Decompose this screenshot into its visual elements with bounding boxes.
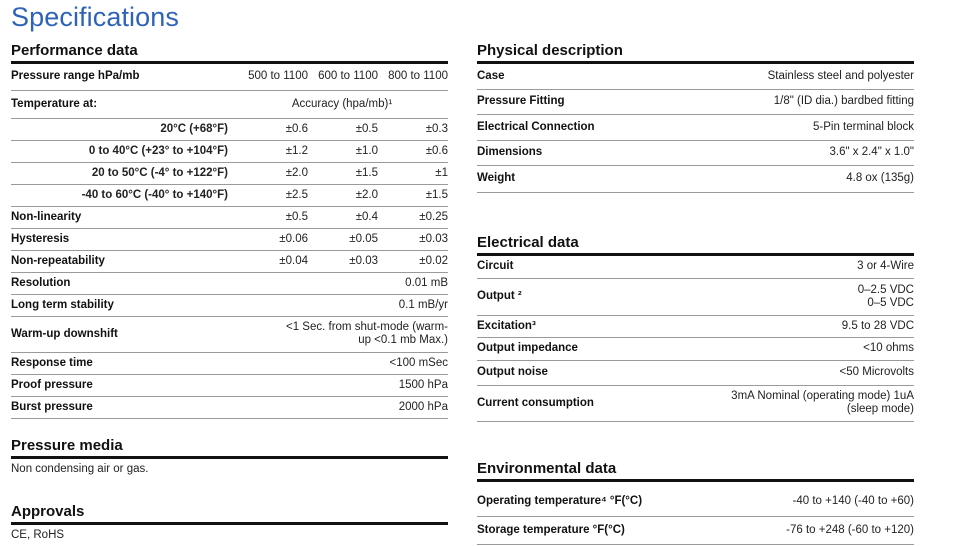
table-row [477, 165, 914, 192]
electrical-title: Electrical data [477, 234, 914, 256]
table-row [11, 316, 448, 352]
row-value-line-2: 0–5 VDC [867, 296, 914, 309]
table-row [11, 272, 448, 294]
cell: ±1.5 [308, 162, 378, 184]
approvals-text: CE, RoHS [11, 529, 65, 541]
row-value: <1 Sec. from shut-mode (warm-up <0.1 mb Max.) [236, 316, 448, 352]
cell: ±0.06 [236, 228, 308, 250]
cell: ±1.0 [308, 140, 378, 162]
cell: ±1.2 [236, 140, 308, 162]
temp-row-label: 0 to 40°C (+23° to +104°F) [11, 140, 236, 162]
table-row [11, 162, 448, 184]
temperature-header-row [11, 90, 448, 118]
row-value: 9.5 to 28 VDC [677, 315, 914, 337]
row-label: Pressure Fitting [477, 89, 677, 114]
cell: ±0.3 [378, 118, 448, 140]
row-label: Electrical Connection [477, 114, 677, 140]
physical-title: Physical description [477, 42, 914, 64]
row-value: 3 or 4-Wire [677, 256, 914, 278]
row-label: Resolution [11, 272, 236, 294]
table-row [477, 315, 914, 337]
table-row [11, 140, 448, 162]
row-value: <10 ohms [677, 337, 914, 360]
table-row [477, 337, 914, 360]
row-label: Long term stability [11, 294, 236, 316]
approvals-section [11, 503, 448, 541]
row-label: Warm-up downshift [11, 316, 236, 352]
row-label: Dimensions [477, 140, 677, 165]
table-row [11, 374, 448, 396]
cell: ±0.25 [378, 206, 448, 228]
row-value [677, 278, 914, 315]
right-column [477, 42, 914, 536]
row-value-line-1: 0–2.5 VDC [857, 283, 914, 296]
row-value: 1500 hPa [236, 374, 448, 396]
row-value: 4.8 ox (135g) [677, 165, 914, 192]
accuracy-label: Accuracy (hpa/mb)¹ [236, 90, 448, 118]
row-value: Stainless steel and polyester [677, 64, 914, 89]
cell: ±0.04 [236, 250, 308, 272]
row-label: Case [477, 64, 677, 89]
row-value-line-2: (sleep mode) [846, 403, 914, 415]
row-label: Weight [477, 165, 677, 192]
row-label: Operating temperature⁴ °F(°C) [477, 482, 697, 516]
table-row [11, 352, 448, 374]
cell: ±0.6 [378, 140, 448, 162]
pressure-range-label: Pressure range hPa/mb [11, 64, 236, 90]
environmental-section [477, 460, 914, 545]
environmental-title: Environmental data [477, 460, 914, 482]
pressure-media-title: Pressure media [11, 437, 448, 459]
table-row [11, 184, 448, 206]
row-value: 5-Pin terminal block [677, 114, 914, 140]
table-row [11, 118, 448, 140]
environmental-table [477, 482, 914, 545]
row-value: 1/8" (ID dia.) bardbed fitting [677, 89, 914, 114]
row-value: <100 mSec [236, 352, 448, 374]
row-value: 0.1 mB/yr [236, 294, 448, 316]
row-label: Response time [11, 352, 236, 374]
table-row [477, 64, 914, 89]
table-row [477, 140, 914, 165]
cell: ±1.5 [378, 184, 448, 206]
table-row [477, 278, 914, 315]
table-row [477, 516, 914, 544]
cell: ±0.03 [308, 250, 378, 272]
table-row [11, 206, 448, 228]
cell: ±0.4 [308, 206, 378, 228]
row-label: Output noise [477, 360, 677, 385]
table-row [477, 360, 914, 385]
row-value: 3.6" x 2.4" x 1.0" [677, 140, 914, 165]
cell: ±0.05 [308, 228, 378, 250]
cell: ±2.5 [236, 184, 308, 206]
row-label: Excitation³ [477, 315, 677, 337]
range-col-2: 600 to 1100 [308, 64, 378, 90]
cell: ±0.5 [236, 206, 308, 228]
row-value: 2000 hPa [236, 396, 448, 418]
table-row [477, 114, 914, 140]
row-value: -40 to +140 (-40 to +60) [697, 482, 914, 516]
table-row [477, 482, 914, 516]
cell: ±2.0 [308, 184, 378, 206]
performance-title: Performance data [11, 42, 448, 64]
row-value: 0.01 mB [236, 272, 448, 294]
range-col-3: 800 to 1100 [378, 64, 448, 90]
table-row [477, 256, 914, 278]
row-label: Circuit [477, 256, 677, 278]
cell: ±0.03 [378, 228, 448, 250]
row-value [677, 385, 914, 421]
pressure-range-row [11, 64, 448, 90]
row-label: Non-linearity [11, 206, 236, 228]
electrical-section [477, 234, 914, 422]
page-title: Specifications [11, 2, 179, 32]
electrical-table [477, 256, 914, 422]
table-row [11, 294, 448, 316]
row-value: -76 to +248 (-60 to +120) [697, 516, 914, 544]
range-col-1: 500 to 1100 [236, 64, 308, 90]
pressure-media-text: Non condensing air or gas. [11, 463, 149, 475]
cell: ±0.02 [378, 250, 448, 272]
approvals-title: Approvals [11, 503, 448, 525]
cell: ±0.5 [308, 118, 378, 140]
row-label: Burst pressure [11, 396, 236, 418]
cell: ±2.0 [236, 162, 308, 184]
row-value: <50 Microvolts [677, 360, 914, 385]
row-label: Non-repeatability [11, 250, 236, 272]
table-row [477, 89, 914, 114]
table-row [11, 250, 448, 272]
temp-row-label: 20°C (+68°F) [11, 118, 236, 140]
left-column [11, 42, 449, 541]
row-label: Current consumption [477, 385, 677, 421]
pressure-media-section [11, 437, 448, 475]
row-label: Output ² [477, 278, 677, 315]
temperature-label: Temperature at: [11, 90, 236, 118]
cell: ±1 [378, 162, 448, 184]
row-label: Output impedance [477, 337, 677, 360]
table-row [477, 385, 914, 421]
row-value-line-1: 3mA Nominal (operating mode) 1uA [731, 390, 914, 402]
table-row [11, 228, 448, 250]
cell: ±0.6 [236, 118, 308, 140]
temp-row-label: -40 to 60°C (-40° to +140°F) [11, 184, 236, 206]
performance-table [11, 64, 448, 419]
row-label: Proof pressure [11, 374, 236, 396]
physical-table [477, 64, 914, 193]
row-label: Hysteresis [11, 228, 236, 250]
row-label: Storage temperature °F(°C) [477, 516, 697, 544]
table-row [11, 396, 448, 418]
temp-row-label: 20 to 50°C (-4° to +122°F) [11, 162, 236, 184]
